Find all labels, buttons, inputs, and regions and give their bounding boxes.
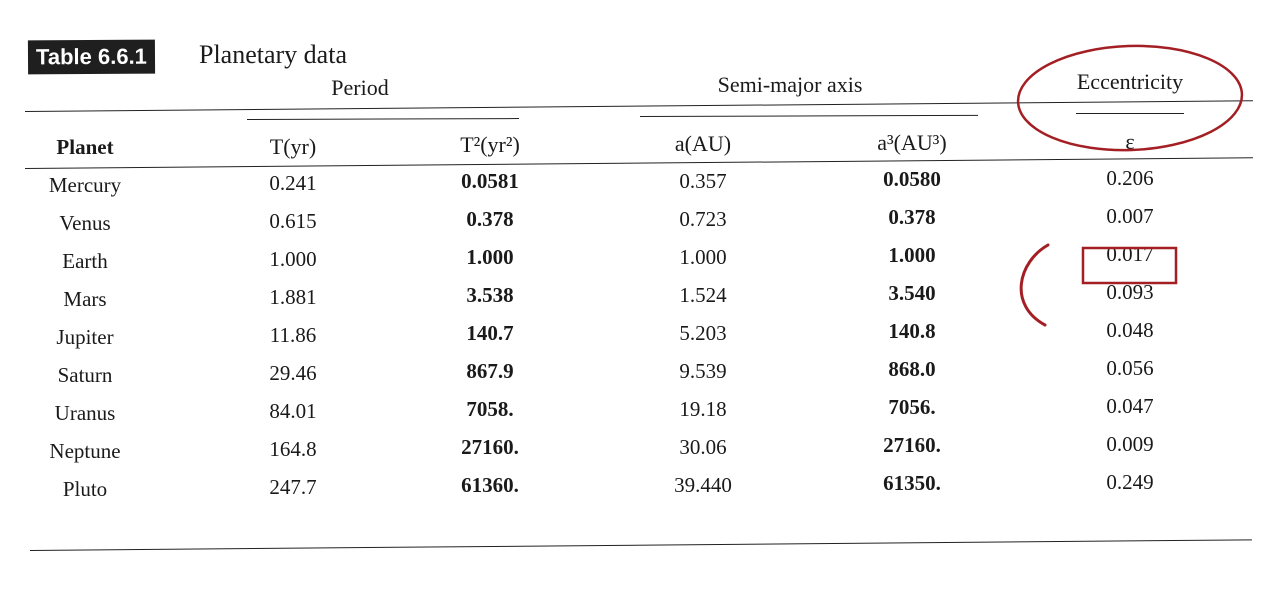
table-cell-semi-major-au: 19.18 — [679, 397, 727, 421]
table-cell-period-years: 0.615 — [269, 209, 317, 233]
table-cell-eccentricity: 0.048 — [1106, 318, 1154, 342]
table-cell-eccentricity: 0.047 — [1106, 394, 1154, 418]
column-header-period-years: T(yr) — [269, 134, 317, 159]
semi-major-underline — [640, 115, 978, 117]
table-cell-period-squared: 0.378 — [466, 207, 514, 231]
table-cell-planet: Earth — [62, 249, 108, 273]
table-cell-period-squared: 1.000 — [466, 245, 514, 269]
table-cell-semi-major-au: 0.723 — [679, 207, 727, 231]
table-cell-planet: Venus — [59, 211, 111, 235]
column-header-semi-major-cubed: a³(AU³) — [877, 130, 947, 155]
table-cell-semi-major-au: 0.357 — [679, 169, 727, 193]
bottom-rule — [30, 539, 1252, 551]
table-cell-planet: Neptune — [49, 439, 121, 463]
group-header-eccentricity: Eccentricity — [1076, 69, 1184, 94]
table-cell-semi-major-au: 1.000 — [679, 245, 727, 269]
table-cell-eccentricity: 0.009 — [1106, 432, 1154, 456]
table-cell-semi-major-cubed: 7056. — [888, 395, 936, 419]
table-cell-period-years: 1.881 — [269, 285, 317, 309]
eccentricity-underline — [1076, 113, 1184, 114]
table-cell-eccentricity: 0.093 — [1106, 280, 1154, 304]
top-rule — [25, 100, 1253, 112]
table-cell-planet: Pluto — [62, 477, 108, 501]
table-cell-eccentricity: 0.206 — [1106, 166, 1154, 190]
table-cell-period-years: 84.01 — [269, 399, 317, 423]
table-label-badge: Table 6.6.1 — [28, 40, 155, 75]
table-cell-period-squared: 7058. — [466, 397, 514, 421]
table-cell-semi-major-cubed: 140.8 — [888, 319, 936, 343]
table-cell-period-years: 11.86 — [269, 323, 317, 347]
table-cell-period-squared: 140.7 — [466, 321, 514, 345]
column-header-period-squared: T²(yr²) — [460, 132, 520, 157]
table-cell-semi-major-cubed: 27160. — [883, 433, 941, 457]
table-cell-semi-major-cubed: 0.0580 — [883, 167, 941, 191]
table-cell-semi-major-cubed: 0.378 — [888, 205, 936, 229]
table-cell-planet: Saturn — [57, 363, 113, 387]
column-header-eccentricity-symbol: ε — [1125, 129, 1135, 154]
table-cell-semi-major-au: 1.524 — [679, 283, 727, 307]
period-underline — [247, 118, 519, 120]
table-cell-period-squared: 867.9 — [466, 359, 514, 383]
table-cell-semi-major-cubed: 1.000 — [888, 243, 936, 267]
table-cell-eccentricity: 0.017 — [1106, 242, 1154, 266]
table-cell-period-squared: 3.538 — [466, 283, 514, 307]
table-cell-semi-major-au: 30.06 — [679, 435, 727, 459]
table-cell-semi-major-au: 9.539 — [679, 359, 727, 383]
table-title: Planetary data — [199, 40, 347, 69]
table-cell-semi-major-au: 5.203 — [679, 321, 727, 345]
group-header-semi-major-axis: Semi-major axis — [717, 72, 863, 97]
table-cell-planet: Jupiter — [56, 325, 114, 349]
table-cell-period-squared: 61360. — [461, 473, 519, 497]
table-cell-eccentricity: 0.007 — [1106, 204, 1154, 228]
table-cell-eccentricity: 0.056 — [1106, 356, 1154, 380]
column-header-planet: Planet — [56, 135, 114, 159]
column-header-semi-major-au: a(AU) — [674, 131, 732, 156]
table-cell-planet: Uranus — [54, 401, 116, 425]
table-cell-period-years: 29.46 — [269, 361, 317, 385]
earth-mars-bracket-annotation — [1021, 245, 1048, 325]
table-cell-period-years: 1.000 — [269, 247, 317, 271]
table-cell-semi-major-au: 39.440 — [674, 473, 732, 497]
table-cell-semi-major-cubed: 3.540 — [888, 281, 936, 305]
table-cell-eccentricity: 0.249 — [1106, 470, 1154, 494]
table-cell-period-years: 0.241 — [269, 171, 317, 195]
table-cell-planet: Mercury — [48, 173, 122, 197]
table-cell-period-squared: 0.0581 — [461, 169, 519, 193]
group-header-period: Period — [331, 75, 389, 100]
table-cell-semi-major-cubed: 868.0 — [888, 357, 936, 381]
table-cell-planet: Mars — [63, 287, 107, 311]
table-cell-period-squared: 27160. — [461, 435, 519, 459]
table-cell-period-years: 247.7 — [269, 475, 317, 499]
table-cell-period-years: 164.8 — [269, 437, 317, 461]
table-cell-semi-major-cubed: 61350. — [883, 471, 941, 495]
